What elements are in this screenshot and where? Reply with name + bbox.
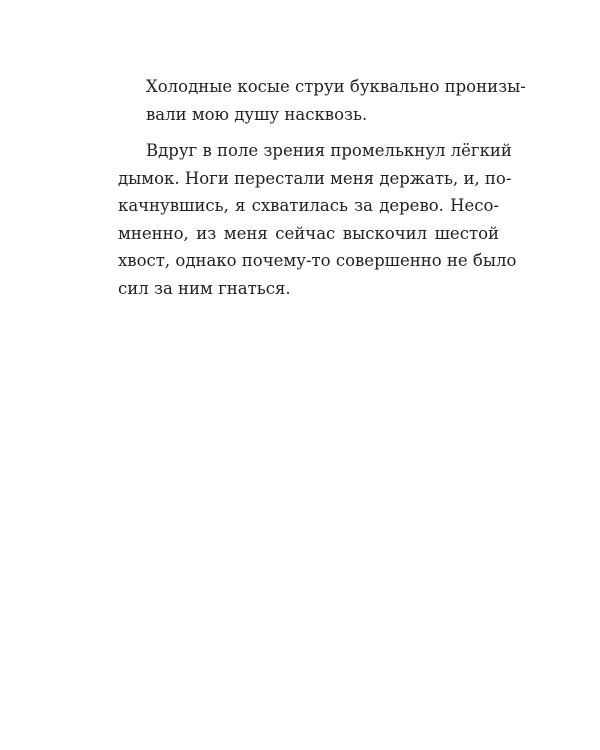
- paragraph-1: [118, 73, 526, 128]
- text-line: Холодные косые струи буквально пронизы-: [146, 77, 526, 96]
- paragraph-2: [118, 137, 517, 302]
- text-line: вали мою душу насквозь.: [146, 104, 368, 124]
- text-line: мненно, из меня сейчас выскочил шестой: [118, 223, 499, 243]
- text-line: хвост, однако почему-то совершенно не было: [118, 251, 517, 270]
- text-line: Вдруг в поле зрения промелькнул лёгкий: [146, 141, 512, 160]
- body-text: [118, 73, 526, 302]
- text-line: дымок. Ноги перестали меня держать, и, по-: [118, 168, 512, 188]
- paragraph-spacing: [118, 128, 499, 137]
- text-line: сил за ним гнаться.: [118, 278, 291, 298]
- text-line: качнувшись, я схватилась за дерево. Несо-: [118, 196, 499, 215]
